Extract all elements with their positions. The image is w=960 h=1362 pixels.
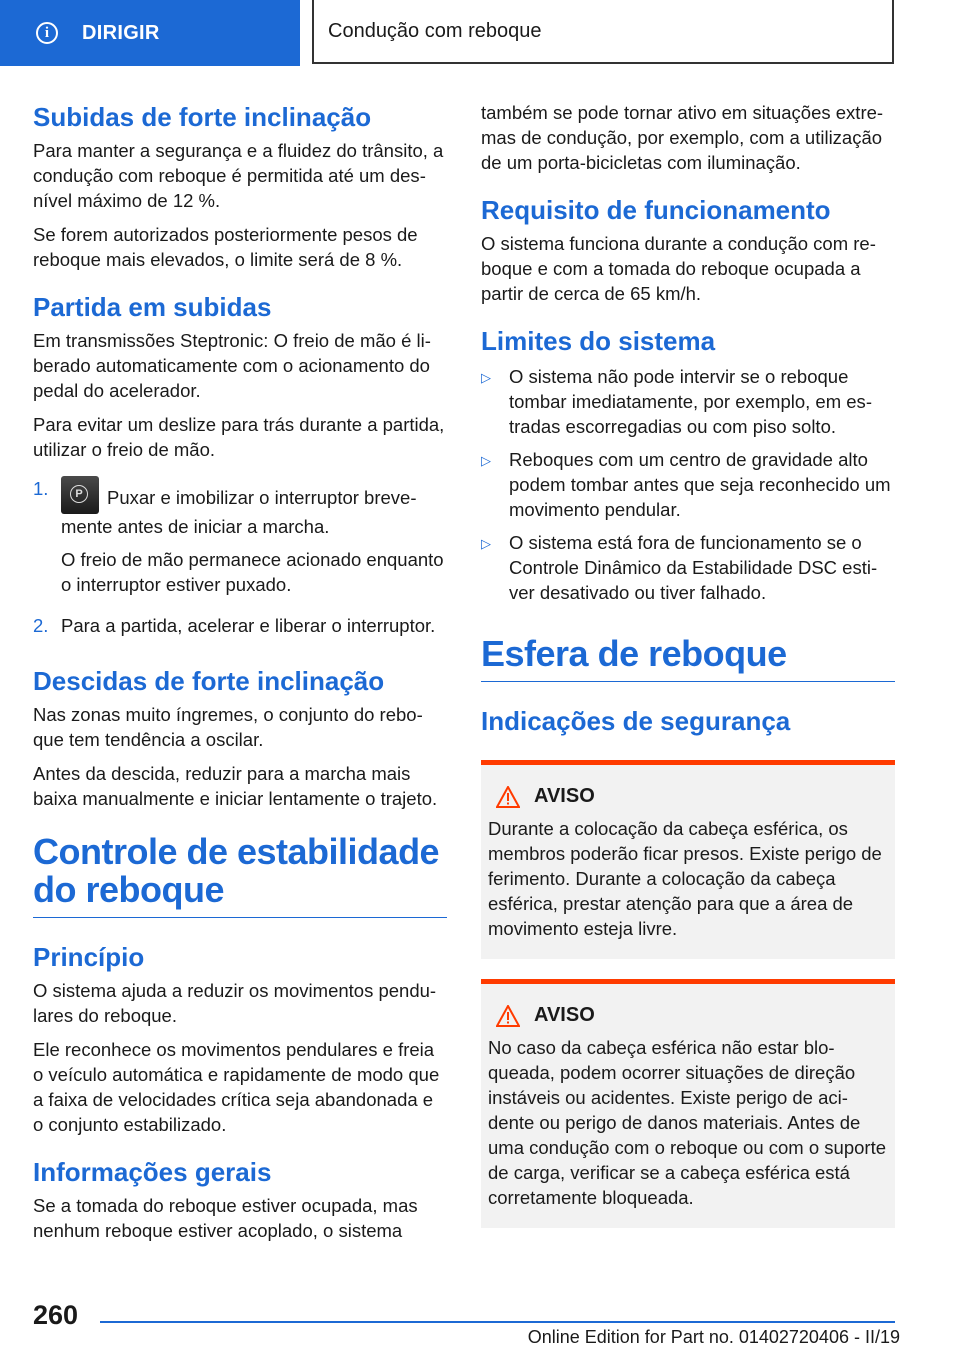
bullet-text: O sistema está fora de funcionamento se o Controle Dinâmico da Estabilidade DSC estiver desativado ou tiver falhado. (509, 532, 878, 603)
left-column (33, 100, 447, 1252)
info-icon: i (36, 22, 58, 44)
edition-text: Online Edition for Part no. 01402720406 - II/19 (527, 1327, 900, 1347)
footer-divider (100, 1321, 895, 1323)
paragraph: Nas zonas muito íngremes, o conjunto do reboque tem tendência a oscilar. (33, 704, 423, 750)
section-title-partida: Partida em subidas (33, 292, 272, 322)
list-item (481, 447, 895, 522)
step-number: 1. (33, 478, 49, 499)
paragraph: Para manter a segurança e a fluidez do trânsito, a condução com reboque é permitida até um desnível máximo de 12 %. (33, 140, 444, 211)
limits-list (481, 364, 895, 605)
list-item (33, 476, 447, 605)
triangle-bullet-icon: ▷ (481, 370, 491, 385)
paragraph: também se pode tornar ativo em situações extremas de condução, por exemplo, com a utilização de um porta-bicicletas com iluminação. (481, 102, 884, 173)
paragraph: Se forem autorizados posteriormente pesos de reboque mais elevados, o limite será de 8 %. (33, 224, 418, 270)
paragraph: Se a tomada do reboque estiver ocupada, mas nenhum reboque estiver acoplado, o sistema (33, 1195, 418, 1241)
triangle-bullet-icon: ▷ (481, 536, 491, 551)
warning-box (481, 760, 895, 959)
chapter-tab-label: DIRIGIR (82, 21, 160, 44)
warning-label: AVISO (534, 1004, 595, 1026)
chapter-tab-dirigir[interactable] (0, 0, 300, 66)
triangle-bullet-icon: ▷ (481, 453, 491, 468)
bullet-text: Reboques com um centro de gravidade alto podem tombar antes que seja reconhecido um movimento pendular. (509, 449, 891, 520)
step-number: 2. (33, 615, 49, 636)
paragraph: Antes da descida, reduzir para a marcha mais baixa manualmente e iniciar lentamente o trajeto. (33, 763, 438, 809)
list-item (33, 613, 447, 646)
step-text: Para a partida, acelerar e liberar o interruptor. (61, 615, 436, 636)
paragraph: Para evitar um deslize para trás durante a partida, utilizar o freio de mão. (33, 414, 445, 460)
page-number: 260 (33, 1300, 79, 1330)
list-item (481, 364, 895, 439)
chapter-heading-controle: Controle de estabilidade do reboque (33, 833, 447, 918)
chapter-title: Condução com reboque (312, 0, 894, 64)
section-title-descidas: Descidas de forte inclinação (33, 666, 385, 696)
right-column (481, 100, 895, 1242)
warning-triangle-icon (496, 1005, 520, 1027)
section-title-subidas: Subidas de forte inclinação (33, 102, 372, 132)
section-title-principio: Princípio (33, 942, 145, 972)
section-title-limites: Limites do sistema (481, 326, 716, 356)
step-text: Puxar e imobilizar o interruptor brevemente antes de iniciar a marcha. (61, 487, 417, 537)
section-title-requisito: Requisito de funcionamento (481, 195, 831, 225)
chapter-heading-esfera: Esfera de reboque (481, 635, 895, 682)
section-title-indicacoes: Indicações de segurança (481, 706, 791, 736)
paragraph: O sistema funciona durante a condução com reboque e com a tomada do reboque ocupada a partir de cerca de 65 km/h. (481, 233, 876, 304)
section-title-informacoes: Informações gerais (33, 1157, 272, 1187)
page-header (0, 0, 960, 66)
step-subtext: O freio de mão permanece acionado enquanto o interruptor estiver puxado. (61, 549, 444, 595)
warning-label: AVISO (534, 785, 595, 807)
warning-text: No caso da cabeça esférica não estar bloqueada, podem ocorrer situações de direção instáveis ou acidentes. Existe perigo de acidente ou perigo de danos materiais. Antes de uma condução com o reboque ou com o suporte de carga, verificar se a cabeça esférica está corretamente bloqueada. (488, 1037, 886, 1208)
steps-list (33, 476, 447, 646)
paragraph: O sistema ajuda a reduzir os movimentos pendulares do reboque. (33, 980, 437, 1026)
warning-triangle-icon (496, 786, 520, 808)
bullet-text: O sistema não pode intervir se o reboque tombar imediatamente, por exemplo, em estradas escorregadias ou com piso solto. (509, 366, 872, 437)
paragraph: Em transmissões Steptronic: O freio de mão é liberado automaticamente com o acionamento do pedal do acelerador. (33, 330, 431, 401)
parking-brake-switch-icon: P (61, 476, 99, 514)
warning-box (481, 979, 895, 1228)
warning-text: Durante a colocação da cabeça esférica, os membros poderão ficar presos. Existe perigo de ferimento. Durante a colocação da cabeça esférica, prestar atenção para que a área de movimento esteja livre. (488, 818, 882, 939)
paragraph: Ele reconhece os movimentos pendulares e freia o veículo automática e rapidamente de modo que a faixa de velocidades crítica seja abandonada e o conjunto estabilizado. (33, 1039, 440, 1135)
list-item (481, 530, 895, 605)
